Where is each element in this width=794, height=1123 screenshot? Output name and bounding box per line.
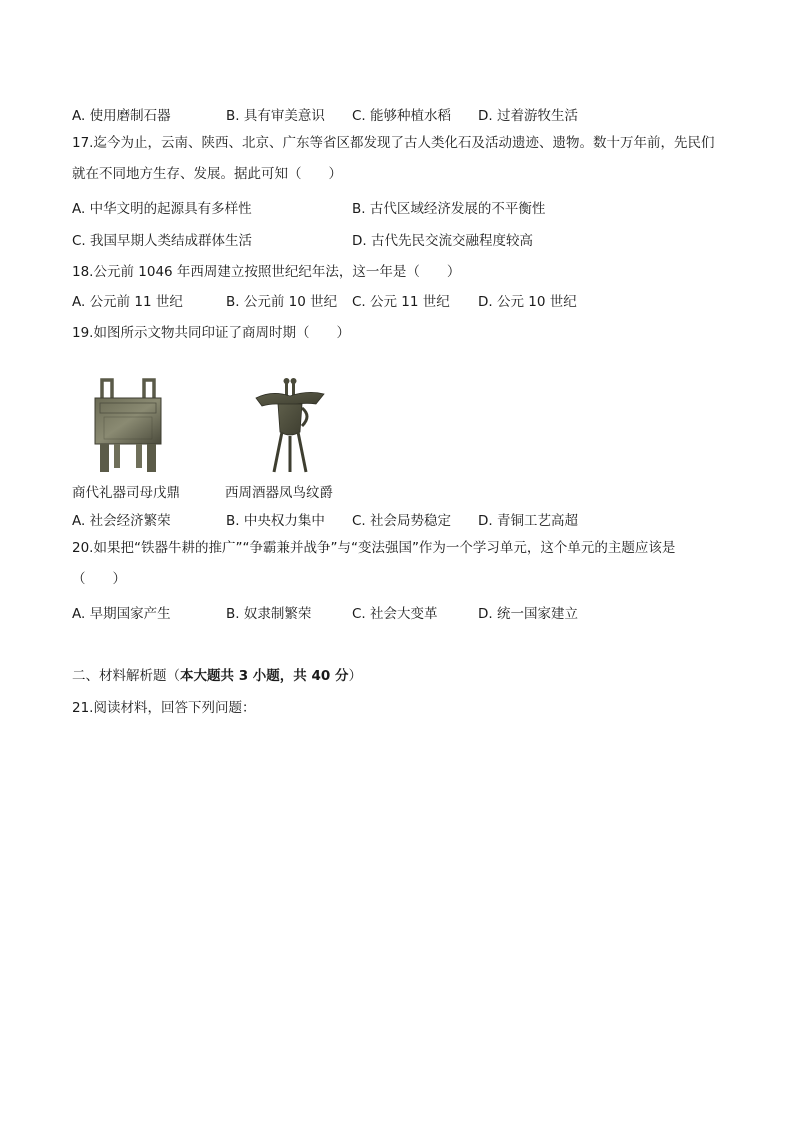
q18-stem: 18.公元前 1046 年西周建立按照世纪纪年法，这一年是（ ） [72,264,461,280]
caption-jue: 西周酒器凤鸟纹爵 [225,485,333,501]
q17-option-d: D. 古代先民交流交融程度较高 [352,233,533,249]
q17-option-a: A. 中华文明的起源具有多样性 [72,201,252,217]
q16-option-a: A. 使用磨制石器 [72,108,171,124]
q16-option-c: C. 能够种植水稻 [352,108,452,124]
q17-option-c: C. 我国早期人类结成群体生活 [72,233,253,249]
section-2-detail: 本大题共 3 小题，共 40 分 [180,668,349,684]
q19-option-d: D. 青铜工艺高超 [478,513,578,529]
q18-option-c: C. 公元 11 世纪 [352,294,450,310]
section-2-heading [72,664,362,684]
q16-option-d: D. 过着游牧生活 [478,108,578,124]
q19-option-b: B. 中央权力集中 [226,513,325,529]
q19-option-a: A. 社会经济繁荣 [72,513,171,529]
q18-option-d: D. 公元 10 世纪 [478,294,577,310]
q18-option-b: B. 公元前 10 世纪 [226,294,338,310]
q17-stem: 17.迄今为止，云南、陕西、北京、广东等省区都发现了古人类化石及活动遗迹、遗物。数十万年前，先民们就在不同地方生存、发展。据此可知（ ） [72,135,715,182]
q20-option-a: A. 早期国家产生 [72,606,171,622]
ding-vessel-image [90,376,166,476]
q18-option-a: A. 公元前 11 世纪 [72,294,183,310]
q21-stem: 21.阅读材料，回答下列问题： [72,700,256,716]
q16-option-b: B. 具有审美意识 [226,108,325,124]
jue-vessel-image [252,376,328,476]
q20-stem: 20.如果把“铁器牛耕的推广”“争霸兼并战争”与“变法强国”作为一个学习单元，这个单元的主题应该是（ ） [72,540,676,587]
section-2-prefix: 二、材料解析题（ [72,668,180,684]
section-2-suffix: ） [348,668,362,684]
caption-ding: 商代礼器司母戊鼎 [72,485,180,501]
q20-option-d: D. 统一国家建立 [478,606,578,622]
q20-option-c: C. 社会大变革 [352,606,438,622]
q17-option-b: B. 古代区域经济发展的不平衡性 [352,201,546,217]
q20-option-b: B. 奴隶制繁荣 [226,606,312,622]
q19-option-c: C. 社会局势稳定 [352,513,452,529]
q19-stem: 19.如图所示文物共同印证了商周时期（ ） [72,325,350,341]
